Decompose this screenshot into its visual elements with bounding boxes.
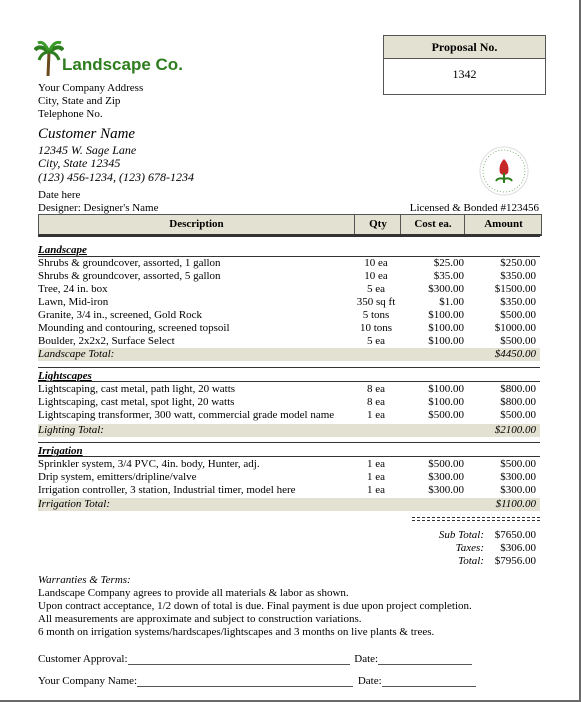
table-row xyxy=(38,458,540,471)
item-cost: $100.00 xyxy=(428,396,464,408)
customer-city: City, State 12345 xyxy=(38,156,121,170)
company-approval-row xyxy=(38,675,476,687)
table-row xyxy=(38,296,540,309)
header-amount: Amount xyxy=(464,215,542,234)
item-qty: 350 sq ft xyxy=(356,296,396,308)
section-total-row xyxy=(38,498,540,511)
item-description: Lightscaping transformer, 300 watt, commercial grade model name xyxy=(38,409,335,421)
item-cost: $25.00 xyxy=(433,257,464,269)
item-description: Lightscaping, cast metal, spot light, 20 watts xyxy=(38,396,235,408)
item-description: Shrubs & groundcover, assorted, 5 gallon xyxy=(38,270,221,282)
item-cost: $300.00 xyxy=(428,484,464,496)
item-qty: 10 ea xyxy=(364,257,388,269)
item-description: Granite, 3/4 in., screened, Gold Rock xyxy=(38,309,203,321)
totals-divider xyxy=(412,517,540,518)
table-row xyxy=(38,335,540,348)
section-total-value: $1100.00 xyxy=(495,498,536,510)
subtotal-label: Sub Total: xyxy=(438,529,484,541)
table-row xyxy=(38,484,540,497)
proposal-number-label: Proposal No. xyxy=(384,36,545,59)
item-amount: $350.00 xyxy=(500,296,536,308)
item-qty: 8 ea xyxy=(366,383,385,395)
section-divider xyxy=(38,381,540,382)
section-title: Lightscapes xyxy=(38,370,92,382)
item-description: Boulder, 2x2x2, Surface Select xyxy=(38,335,175,347)
totals-divider xyxy=(412,520,540,521)
company-date-field[interactable] xyxy=(382,676,476,687)
item-qty: 8 ea xyxy=(366,396,385,408)
item-cost: $300.00 xyxy=(428,471,464,483)
section-total-row xyxy=(38,424,540,437)
date-label: Date: xyxy=(357,675,382,687)
item-amount: $500.00 xyxy=(500,458,536,470)
section-title: Landscape xyxy=(38,244,87,256)
table-row xyxy=(38,322,540,335)
license-line: Licensed & Bonded #123456 xyxy=(409,202,539,214)
total-label: Total: xyxy=(458,555,484,567)
item-qty: 5 ea xyxy=(366,335,385,347)
item-qty: 5 tons xyxy=(362,309,390,321)
customer-approval-row xyxy=(38,653,472,665)
customer-signature-field[interactable] xyxy=(128,654,350,665)
company-signature-field[interactable] xyxy=(137,676,353,687)
proposal-number-box xyxy=(383,35,546,95)
table-row xyxy=(38,309,540,322)
table-row xyxy=(38,471,540,484)
item-qty: 1 ea xyxy=(366,471,385,483)
customer-approval-label: Customer Approval: xyxy=(38,653,128,665)
table-row xyxy=(38,383,540,396)
association-seal-icon xyxy=(478,145,530,197)
item-cost: $100.00 xyxy=(428,335,464,347)
item-amount: $500.00 xyxy=(500,409,536,421)
date-label: Date: xyxy=(354,653,379,665)
company-city-state-zip: City, State and Zip xyxy=(38,95,121,107)
header-description: Description xyxy=(169,218,224,230)
item-description: Sprinkler system, 3/4 PVC, 4in. body, Hunter, adj. xyxy=(38,458,260,470)
terms-line: Upon contract acceptance, 1/2 down of total is due. Final payment is due upon project completion. xyxy=(38,600,472,612)
section-title: Irrigation xyxy=(38,445,83,457)
header-cost: Cost ea. xyxy=(400,215,465,234)
item-amount: $500.00 xyxy=(500,335,536,347)
line-items-header xyxy=(38,214,542,236)
taxes-label: Taxes: xyxy=(455,542,484,554)
company-signature-label: Your Company Name: xyxy=(38,675,138,687)
section-divider xyxy=(38,456,540,457)
header-qty: Qty xyxy=(354,215,401,234)
item-amount: $800.00 xyxy=(500,396,536,408)
item-qty: 10 tons xyxy=(359,322,393,334)
section-total-label: Landscape Total: xyxy=(38,348,115,360)
item-cost: $500.00 xyxy=(428,409,464,421)
section-total-value: $2100.00 xyxy=(494,424,536,436)
item-cost: $300.00 xyxy=(428,283,464,295)
item-description: Irrigation controller, 3 station, Industrial timer, model here xyxy=(38,484,296,496)
total-value: $7956.00 xyxy=(494,555,536,567)
item-description: Mounding and contouring, screened topsoil xyxy=(38,322,230,334)
palm-tree-icon xyxy=(34,40,64,76)
designer-line: Designer: Designer's Name xyxy=(38,202,159,214)
section-total-label: Lighting Total: xyxy=(38,424,104,436)
section-total-label: Irrigation Total: xyxy=(38,498,111,510)
section-divider xyxy=(38,367,540,368)
item-cost: $1.00 xyxy=(439,296,464,308)
company-phone: Telephone No. xyxy=(38,108,103,120)
item-cost: $100.00 xyxy=(428,309,464,321)
item-amount: $1500.00 xyxy=(494,283,536,295)
item-qty: 1 ea xyxy=(366,484,385,496)
company-address: Your Company Address xyxy=(38,82,144,94)
item-description: Lawn, Mid-iron xyxy=(38,296,109,308)
terms-line: 6 month on irrigation systems/hardscapes/lightscapes and 3 months on live plants & trees. xyxy=(38,626,435,638)
terms-title: Warranties & Terms: xyxy=(38,574,131,586)
item-amount: $500.00 xyxy=(500,309,536,321)
date-line: Date here xyxy=(38,189,81,201)
table-row xyxy=(38,270,540,283)
company-logo-name: Landscape Co. xyxy=(62,55,183,74)
item-amount: $300.00 xyxy=(500,484,536,496)
header-divider xyxy=(38,236,540,237)
item-description: Tree, 24 in. box xyxy=(38,283,108,295)
terms-line: Landscape Company agrees to provide all materials & labor as shown. xyxy=(38,587,349,599)
item-qty: 5 ea xyxy=(366,283,385,295)
item-cost: $500.00 xyxy=(428,458,464,470)
item-description: Lightscaping, cast metal, path light, 20 watts xyxy=(38,383,236,395)
subtotal-value: $7650.00 xyxy=(494,529,536,541)
section-total-row xyxy=(38,348,540,361)
proposal-number-value: 1342 xyxy=(452,67,477,81)
table-row xyxy=(38,257,540,270)
item-amount: $800.00 xyxy=(500,383,536,395)
item-description: Drip system, emitters/dripline/valve xyxy=(38,471,197,483)
item-qty: 1 ea xyxy=(366,458,385,470)
table-row xyxy=(38,283,540,296)
item-cost: $35.00 xyxy=(433,270,464,282)
item-cost: $100.00 xyxy=(428,322,464,334)
section-total-value: $4450.00 xyxy=(494,348,536,360)
item-description: Shrubs & groundcover, assorted, 1 gallon xyxy=(38,257,221,269)
customer-street: 12345 W. Sage Lane xyxy=(38,143,137,157)
item-qty: 1 ea xyxy=(366,409,385,421)
item-amount: $250.00 xyxy=(500,257,536,269)
section-divider xyxy=(38,442,540,443)
table-row xyxy=(38,409,540,422)
item-cost: $100.00 xyxy=(428,383,464,395)
item-qty: 10 ea xyxy=(364,270,388,282)
customer-phones: (123) 456-1234, (123) 678-1234 xyxy=(38,170,194,184)
table-row xyxy=(38,396,540,409)
terms-line: All measurements are approximate and subject to construction variations. xyxy=(38,613,362,625)
item-amount: $350.00 xyxy=(500,270,536,282)
item-amount: $300.00 xyxy=(500,471,536,483)
taxes-value: $306.00 xyxy=(500,542,536,554)
item-amount: $1000.00 xyxy=(494,322,536,334)
customer-date-field[interactable] xyxy=(378,654,472,665)
customer-name: Customer Name xyxy=(38,126,136,142)
